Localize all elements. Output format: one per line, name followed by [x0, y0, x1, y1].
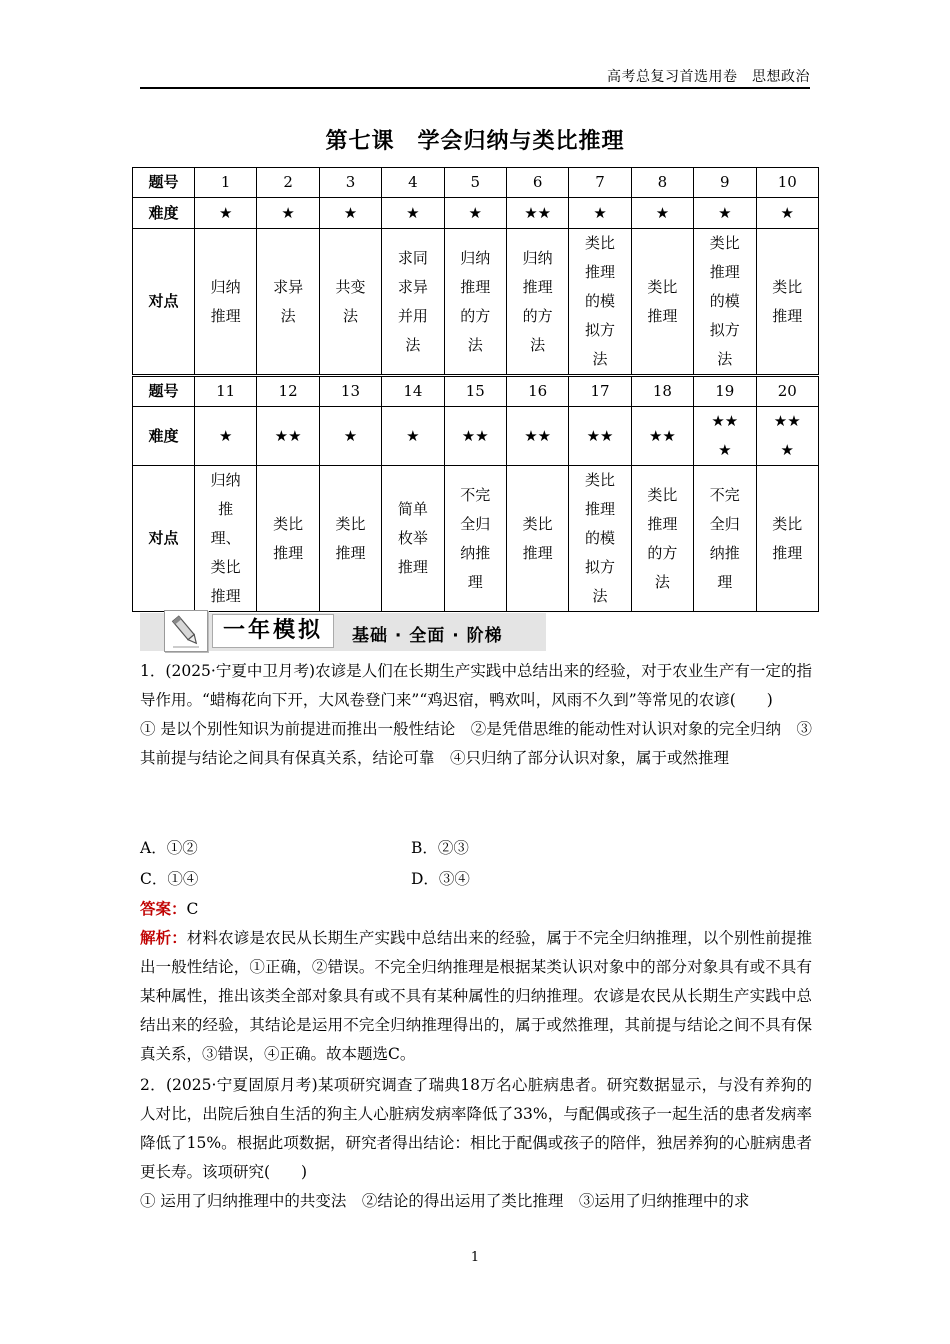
difficulty-stars	[382, 407, 444, 466]
table-row-difficulty-1	[133, 198, 819, 229]
question-number: 14	[382, 376, 444, 407]
point-text: 不完全归纳推理	[709, 485, 740, 591]
difficulty-stars	[569, 407, 631, 466]
section-banner	[140, 613, 546, 651]
question-number: 16	[506, 376, 568, 407]
analysis	[140, 924, 812, 1069]
point-cell	[694, 466, 756, 612]
point-cell	[631, 229, 693, 376]
point-cell	[382, 466, 444, 612]
question-number: 11	[195, 376, 257, 407]
question-source: (2025·宁夏中卫月考)	[165, 662, 316, 680]
point-cell	[694, 229, 756, 376]
question-number: 9	[694, 168, 756, 198]
difficulty-stars: ★	[631, 198, 693, 229]
row-label-number: 题号	[133, 168, 195, 198]
row-label-point: 对点	[133, 466, 195, 612]
question-number: 1．	[140, 662, 166, 680]
stars-text: ★★	[586, 426, 614, 445]
answer-label: 答案：	[140, 900, 187, 918]
difficulty-stars	[506, 407, 568, 466]
table-row-points-1	[133, 229, 819, 376]
point-text: 归纳推理的方法	[460, 248, 491, 354]
difficulty-stars: ★★	[506, 198, 568, 229]
point-cell	[444, 229, 506, 376]
banner-subtitle: 基础 · 全面 · 阶梯	[352, 626, 503, 646]
answer-line	[140, 895, 812, 924]
question-statements: ① 是以个别性知识为前提进而推出一般性结论 ②是凭借思维的能动性对认识对象的完全归纳 ③其前提与结论之间具有保真关系，结论可靠 ④只归纳了部分认识对象，属于或然推理	[140, 720, 812, 767]
question-source: (2025·宁夏固原月考)	[165, 1076, 318, 1094]
question-number: 4	[382, 168, 444, 198]
banner-title: 一年模拟	[212, 614, 334, 648]
point-text: 类比推理的模拟方法	[709, 234, 740, 368]
row-label-number: 题号	[133, 376, 195, 407]
difficulty-stars	[257, 407, 319, 466]
point-cell	[569, 229, 631, 376]
point-text: 简单枚举推理	[397, 500, 428, 576]
question-text: 某项研究调查了瑞典18万名心脏病患者。研究数据显示，与没有养狗的人对比，出院后独自生活的狗主人心脏病发病率降低了33%，与配偶或孩子一起生活的患者发病率降低了15%。根据此项数据，研究者得出结论：相比于配偶或孩子的陪伴，独居养狗的心脏病患者更长寿。该项研究( )	[140, 1076, 812, 1181]
point-text: 类比推理	[335, 514, 366, 562]
question-text: 农谚是人们在长期生产实践中总结出来的经验，对于农业生产有一定的指导作用。“蜡梅花向下开，大风卷登门来”“鸡迟宿，鸭欢叫，风雨不久到”等常见的农谚( )	[140, 662, 812, 709]
difficulty-stars: ★	[444, 198, 506, 229]
question-number: 10	[756, 168, 818, 198]
table-row-numbers-1	[133, 168, 819, 198]
point-cell	[506, 466, 568, 612]
difficulty-stars	[444, 407, 506, 466]
point-cell	[382, 229, 444, 376]
pencil-icon	[164, 610, 208, 652]
question-statements: ① 运用了归纳推理中的共变法 ②结论的得出运用了类比推理 ③运用了归纳推理中的求	[140, 1192, 750, 1210]
question-2	[140, 1071, 812, 1216]
point-cell	[631, 466, 693, 612]
question-number: 8	[631, 168, 693, 198]
question-number: 5	[444, 168, 506, 198]
analysis-text: 材料农谚是农民从长期生产实践中总结出来的经验，属于不完全归纳推理，以个别性前提推出一般性结论，①正确，②错误。不完全归纳推理是根据某类认识对象中的部分对象具有或不具有某种属性，推出该类全部对象具有或不具有某种属性的归纳推理。农谚是农民从长期生产实践中总结出来的经验，其结论是运用不完全归纳推理得出的，属于或然推理，其前提与结论之间不具有保真关系，③错误，④正确。故本题选C。	[140, 929, 812, 1063]
point-cell	[257, 466, 319, 612]
point-text: 不完全归纳推理	[460, 485, 491, 591]
question-number: 1	[195, 168, 257, 198]
point-text: 归纳推理的方法	[522, 248, 553, 354]
stars-text: ★	[218, 426, 233, 445]
difficulty-stars	[319, 407, 381, 466]
question-number: 19	[694, 376, 756, 407]
header-rule	[140, 87, 810, 89]
difficulty-stars	[694, 407, 756, 466]
point-cell	[756, 229, 818, 376]
analysis-label: 解析：	[140, 929, 187, 947]
question-number: 18	[631, 376, 693, 407]
difficulty-stars: ★	[382, 198, 444, 229]
option-c: C．①④	[140, 870, 199, 888]
question-stem	[140, 657, 812, 715]
point-cell	[195, 466, 257, 612]
difficulty-stars: ★	[694, 198, 756, 229]
point-text: 求同求异并用法	[397, 248, 428, 354]
page-title: 第七课 学会归纳与类比推理	[325, 129, 625, 154]
point-text: 类比推理的模拟方法	[585, 471, 616, 605]
point-text: 类比推理	[647, 277, 678, 325]
page-number: 1	[470, 1250, 480, 1265]
difficulty-stars: ★	[195, 198, 257, 229]
answer-block	[140, 895, 812, 1069]
point-cell	[756, 466, 818, 612]
option-b: B．②③	[411, 839, 469, 857]
stars-text: ★★	[274, 426, 302, 445]
answer-value: C	[186, 900, 199, 918]
question-number: 15	[444, 376, 506, 407]
stars-text: ★	[406, 426, 420, 445]
point-text: 类比推理	[273, 514, 304, 562]
table-row-points-2	[133, 466, 819, 612]
point-text: 求异法	[273, 277, 304, 325]
stars-text: ★★	[524, 426, 552, 445]
option-d: D．③④	[411, 870, 470, 888]
point-cell	[569, 466, 631, 612]
difficulty-table	[132, 167, 819, 612]
difficulty-stars	[631, 407, 693, 466]
question-number: 2．	[140, 1076, 166, 1094]
question-number: 7	[569, 168, 631, 198]
point-cell	[257, 229, 319, 376]
point-cell	[319, 466, 381, 612]
stars-text: ★★	[461, 426, 489, 445]
point-cell	[444, 466, 506, 612]
point-text: 归纳推理	[210, 277, 241, 325]
difficulty-stars: ★	[319, 198, 381, 229]
point-text: 类比推理	[772, 277, 803, 325]
question-1	[140, 657, 812, 773]
question-number: 2	[257, 168, 319, 198]
point-text: 归纳推理、类比推理	[210, 471, 241, 605]
question-stem	[140, 1071, 812, 1187]
row-label-difficulty: 难度	[133, 407, 195, 466]
point-text: 共变法	[335, 277, 366, 325]
stars-text: ★★★	[711, 412, 739, 459]
question-number: 3	[319, 168, 381, 198]
point-text: 类比推理的模拟方法	[585, 234, 616, 368]
row-label-point: 对点	[133, 229, 195, 376]
question-number: 17	[569, 376, 631, 407]
point-text: 类比推理	[522, 514, 553, 562]
difficulty-stars	[756, 407, 818, 466]
stars-text: ★★★	[773, 412, 801, 459]
difficulty-stars: ★	[257, 198, 319, 229]
row-label-difficulty: 难度	[133, 198, 195, 229]
stars-text: ★	[343, 426, 358, 445]
point-cell	[319, 229, 381, 376]
page-header: 高考总复习首选用卷 思想政治	[607, 69, 810, 85]
table-row-difficulty-2	[133, 407, 819, 466]
difficulty-stars	[195, 407, 257, 466]
stars-text: ★★	[648, 426, 676, 445]
difficulty-stars: ★	[756, 198, 818, 229]
question-number: 12	[257, 376, 319, 407]
difficulty-stars: ★	[569, 198, 631, 229]
point-text: 类比推理	[772, 514, 803, 562]
point-cell	[506, 229, 568, 376]
question-number: 20	[756, 376, 818, 407]
point-text: 类比推理的方法	[647, 485, 678, 591]
question-number: 6	[506, 168, 568, 198]
option-a: A．①②	[140, 839, 198, 857]
point-cell	[195, 229, 257, 376]
table-row-numbers-2	[133, 376, 819, 407]
question-number: 13	[319, 376, 381, 407]
